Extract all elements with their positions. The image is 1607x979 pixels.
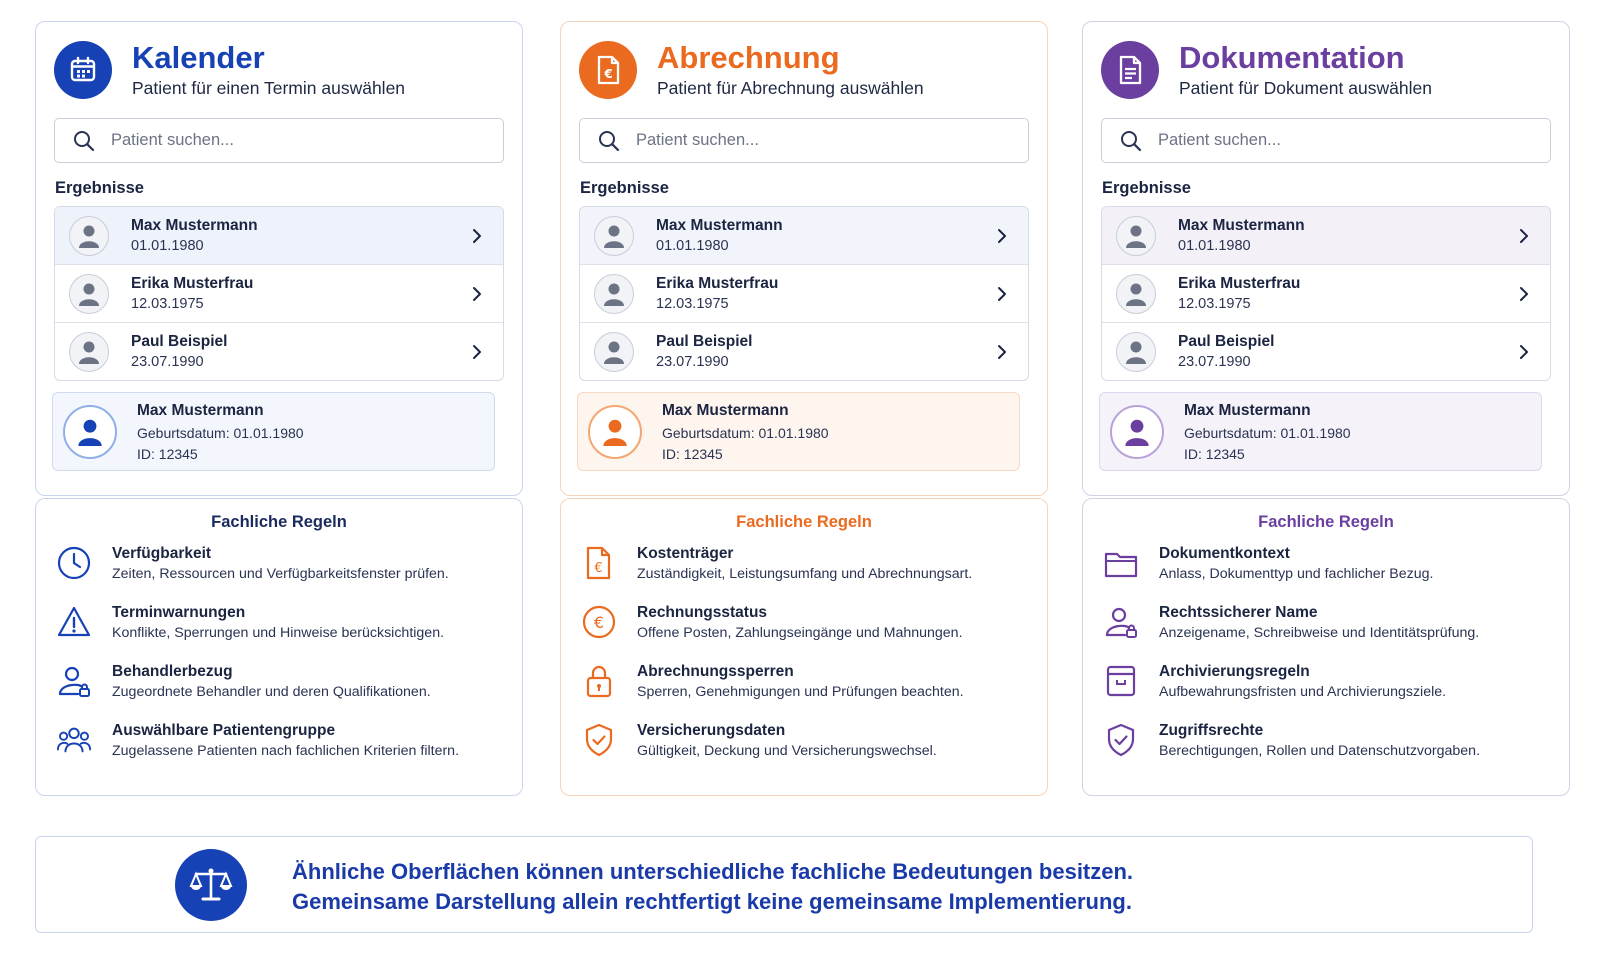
rule-item bbox=[56, 722, 459, 759]
svg-text:€: € bbox=[593, 613, 605, 632]
document-icon bbox=[1101, 41, 1159, 99]
abrechnung-column bbox=[560, 21, 1048, 759]
rule-desc: Gültigkeit, Deckung und Versicherungswechsel. bbox=[637, 743, 937, 759]
chevron-right-icon bbox=[996, 228, 1008, 244]
patient-search-input[interactable] bbox=[1101, 118, 1551, 163]
selected-patient-card bbox=[577, 392, 1020, 471]
rule-item bbox=[581, 722, 937, 759]
rule-desc: Anzeigename, Schreibweise und Identitätsprüfung. bbox=[1159, 625, 1480, 641]
clock-icon bbox=[56, 545, 92, 581]
rule-desc: Offene Posten, Zahlungseingänge und Mahnungen. bbox=[637, 625, 963, 641]
rule-desc: Aufbewahrungsfristen und Archivierungsziele. bbox=[1159, 684, 1447, 700]
patient-dob: 12.03.1975 bbox=[1178, 296, 1251, 312]
patient-search-input[interactable] bbox=[579, 118, 1029, 163]
rule-desc: Zugelassene Patienten nach fachlichen Kriterien filtern. bbox=[112, 743, 460, 759]
info-banner bbox=[35, 836, 1533, 933]
panel-subtitle: Patient für Abrechnung auswählen bbox=[657, 78, 924, 98]
panel-title: Dokumentation bbox=[1179, 40, 1405, 75]
user-lock-icon bbox=[56, 663, 92, 699]
rule-title: Verfügbarkeit bbox=[112, 545, 212, 562]
svg-text:€: € bbox=[604, 66, 613, 81]
panel-header bbox=[1101, 40, 1432, 99]
patient-search-input[interactable] bbox=[54, 118, 504, 163]
search-icon bbox=[71, 128, 97, 154]
rule-item bbox=[1103, 722, 1480, 759]
shield-check-icon bbox=[581, 722, 617, 758]
patient-name: Max Mustermann bbox=[656, 217, 783, 234]
rule-title: Zugriffsrechte bbox=[1159, 722, 1264, 739]
rule-title: Dokumentkontext bbox=[1159, 545, 1290, 562]
patient-dob: 23.07.1990 bbox=[1178, 354, 1251, 370]
dokumentation-column bbox=[1082, 21, 1570, 759]
patient-name: Paul Beispiel bbox=[131, 333, 228, 350]
chevron-right-icon bbox=[1518, 228, 1530, 244]
patient-name: Max Mustermann bbox=[1178, 217, 1305, 234]
patient-row[interactable] bbox=[1102, 207, 1550, 264]
rule-title: Rechtssicherer Name bbox=[1159, 604, 1318, 621]
users-icon bbox=[56, 722, 92, 758]
chevron-right-icon bbox=[471, 286, 483, 302]
patient-name: Erika Musterfrau bbox=[1178, 275, 1301, 292]
avatar bbox=[594, 274, 634, 314]
rule-desc: Zeiten, Ressourcen und Verfügbarkeitsfenster prüfen. bbox=[112, 566, 449, 582]
patient-name: Paul Beispiel bbox=[1178, 333, 1275, 350]
rule-title: Behandlerbezug bbox=[112, 663, 233, 680]
avatar bbox=[594, 216, 634, 256]
avatar bbox=[588, 405, 642, 459]
rule-desc: Berechtigungen, Rollen und Datenschutzvorgaben. bbox=[1159, 743, 1481, 759]
patient-name: Max Mustermann bbox=[131, 217, 258, 234]
archive-icon bbox=[1103, 663, 1139, 699]
euro-circle-icon bbox=[581, 604, 617, 640]
search-placeholder: Patient suchen... bbox=[111, 131, 234, 149]
rule-title: Versicherungsdaten bbox=[637, 722, 786, 739]
selected-patient-name: Max Mustermann bbox=[1184, 401, 1311, 419]
rule-item bbox=[56, 663, 431, 700]
patient-row[interactable] bbox=[55, 264, 503, 322]
rule-item bbox=[56, 545, 449, 582]
rule-item bbox=[1103, 545, 1433, 582]
invoice-euro-icon bbox=[579, 41, 637, 99]
chevron-right-icon bbox=[1518, 344, 1530, 360]
patient-row[interactable] bbox=[580, 322, 1028, 380]
search-placeholder: Patient suchen... bbox=[636, 131, 759, 149]
document-euro-icon bbox=[581, 545, 617, 581]
kalender-panel bbox=[35, 21, 523, 496]
rules-title: Fachliche Regeln bbox=[211, 513, 347, 531]
patient-name: Paul Beispiel bbox=[656, 333, 753, 350]
search-icon bbox=[1118, 128, 1144, 154]
panel-title: Kalender bbox=[132, 40, 265, 75]
avatar bbox=[1116, 216, 1156, 256]
patient-name: Erika Musterfrau bbox=[656, 275, 779, 292]
scale-icon bbox=[175, 849, 247, 921]
selected-patient-dob: Geburtsdatum: 01.01.1980 bbox=[137, 424, 304, 441]
chevron-right-icon bbox=[471, 344, 483, 360]
patient-row[interactable] bbox=[55, 322, 503, 380]
rule-item bbox=[1103, 604, 1479, 641]
avatar bbox=[1116, 274, 1156, 314]
lock-icon bbox=[581, 663, 617, 699]
results-label: Ergebnisse bbox=[55, 179, 144, 197]
svg-text:€: € bbox=[594, 561, 603, 576]
patient-dob: 01.01.1980 bbox=[656, 238, 729, 254]
chevron-right-icon bbox=[996, 286, 1008, 302]
rule-desc: Anlass, Dokumenttyp und fachlicher Bezug. bbox=[1159, 566, 1434, 582]
rule-desc: Zuständigkeit, Leistungsumfang und Abrechnungsart. bbox=[637, 566, 973, 582]
rule-item bbox=[1103, 663, 1446, 700]
patient-row[interactable] bbox=[580, 207, 1028, 264]
patient-dob: 23.07.1990 bbox=[656, 354, 729, 370]
rule-item bbox=[581, 663, 964, 700]
rule-item bbox=[56, 604, 444, 641]
calendar-icon bbox=[54, 41, 112, 99]
banner-line-2: Gemeinsame Darstellung allein rechtfertigt keine gemeinsame Implementierung. bbox=[292, 889, 1132, 914]
patient-name: Erika Musterfrau bbox=[131, 275, 254, 292]
rules-panel bbox=[35, 498, 523, 796]
user-lock-icon bbox=[1103, 604, 1139, 640]
patient-row[interactable] bbox=[580, 264, 1028, 322]
abrechnung-panel bbox=[560, 21, 1048, 496]
folder-icon bbox=[1103, 545, 1139, 581]
patient-row[interactable] bbox=[55, 207, 503, 264]
avatar bbox=[63, 405, 117, 459]
rule-title: Rechnungsstatus bbox=[637, 604, 768, 621]
banner-line-1: Ähnliche Oberflächen können unterschiedliche fachliche Bedeutungen besitzen. bbox=[292, 859, 1134, 884]
rule-item bbox=[581, 604, 963, 641]
rule-desc: Konflikte, Sperrungen und Hinweise berücksichtigen. bbox=[112, 625, 445, 641]
selected-patient-name: Max Mustermann bbox=[137, 401, 264, 419]
panel-subtitle: Patient für Dokument auswählen bbox=[1179, 78, 1432, 98]
search-icon bbox=[596, 128, 622, 154]
rule-title: Kostenträger bbox=[637, 545, 734, 562]
dokumentation-panel bbox=[1082, 21, 1570, 496]
selected-patient-dob: Geburtsdatum: 01.01.1980 bbox=[1184, 424, 1351, 441]
results-label: Ergebnisse bbox=[580, 179, 669, 197]
rules-panel bbox=[1082, 498, 1570, 796]
warning-icon bbox=[56, 604, 92, 640]
search-placeholder: Patient suchen... bbox=[1158, 131, 1281, 149]
shield-check-icon bbox=[1103, 722, 1139, 758]
panel-title: Abrechnung bbox=[657, 40, 840, 75]
patient-results-list bbox=[1101, 206, 1551, 381]
rule-title: Terminwarnungen bbox=[112, 604, 246, 621]
patient-dob: 01.01.1980 bbox=[131, 238, 204, 254]
patient-results-list bbox=[54, 206, 504, 381]
chevron-right-icon bbox=[471, 228, 483, 244]
panel-header bbox=[54, 40, 405, 99]
rule-desc: Zugeordnete Behandler und deren Qualifikationen. bbox=[112, 684, 431, 700]
rules-title: Fachliche Regeln bbox=[736, 513, 872, 531]
rule-title: Archivierungsregeln bbox=[1159, 663, 1310, 680]
selected-patient-id: ID: 12345 bbox=[662, 445, 723, 462]
panel-subtitle: Patient für einen Termin auswählen bbox=[132, 78, 406, 98]
patient-dob: 12.03.1975 bbox=[656, 296, 729, 312]
avatar bbox=[1116, 332, 1156, 372]
selected-patient-id: ID: 12345 bbox=[137, 445, 198, 462]
selected-patient-dob: Geburtsdatum: 01.01.1980 bbox=[662, 424, 829, 441]
rule-item bbox=[581, 545, 972, 582]
selected-patient-id: ID: 12345 bbox=[1184, 445, 1245, 462]
results-label: Ergebnisse bbox=[1102, 179, 1191, 197]
avatar bbox=[1110, 405, 1164, 459]
avatar bbox=[594, 332, 634, 372]
chevron-right-icon bbox=[996, 344, 1008, 360]
patient-row[interactable] bbox=[1102, 264, 1550, 322]
avatar bbox=[69, 274, 109, 314]
avatar bbox=[69, 216, 109, 256]
patient-dob: 01.01.1980 bbox=[1178, 238, 1251, 254]
kalender-column bbox=[35, 21, 523, 759]
selected-patient-card bbox=[52, 392, 495, 471]
rule-title: Abrechnungssperren bbox=[637, 663, 794, 680]
patient-dob: 23.07.1990 bbox=[131, 354, 204, 370]
panel-header bbox=[579, 40, 924, 99]
rules-panel bbox=[560, 498, 1048, 796]
avatar bbox=[69, 332, 109, 372]
patient-results-list bbox=[579, 206, 1029, 381]
selected-patient-card bbox=[1099, 392, 1542, 471]
rule-desc: Sperren, Genehmigungen und Prüfungen beachten. bbox=[637, 684, 964, 700]
patient-dob: 12.03.1975 bbox=[131, 296, 204, 312]
selected-patient-name: Max Mustermann bbox=[662, 401, 789, 419]
rule-title: Auswählbare Patientengruppe bbox=[112, 722, 336, 739]
rules-title: Fachliche Regeln bbox=[1258, 513, 1394, 531]
chevron-right-icon bbox=[1518, 286, 1530, 302]
patient-row[interactable] bbox=[1102, 322, 1550, 380]
